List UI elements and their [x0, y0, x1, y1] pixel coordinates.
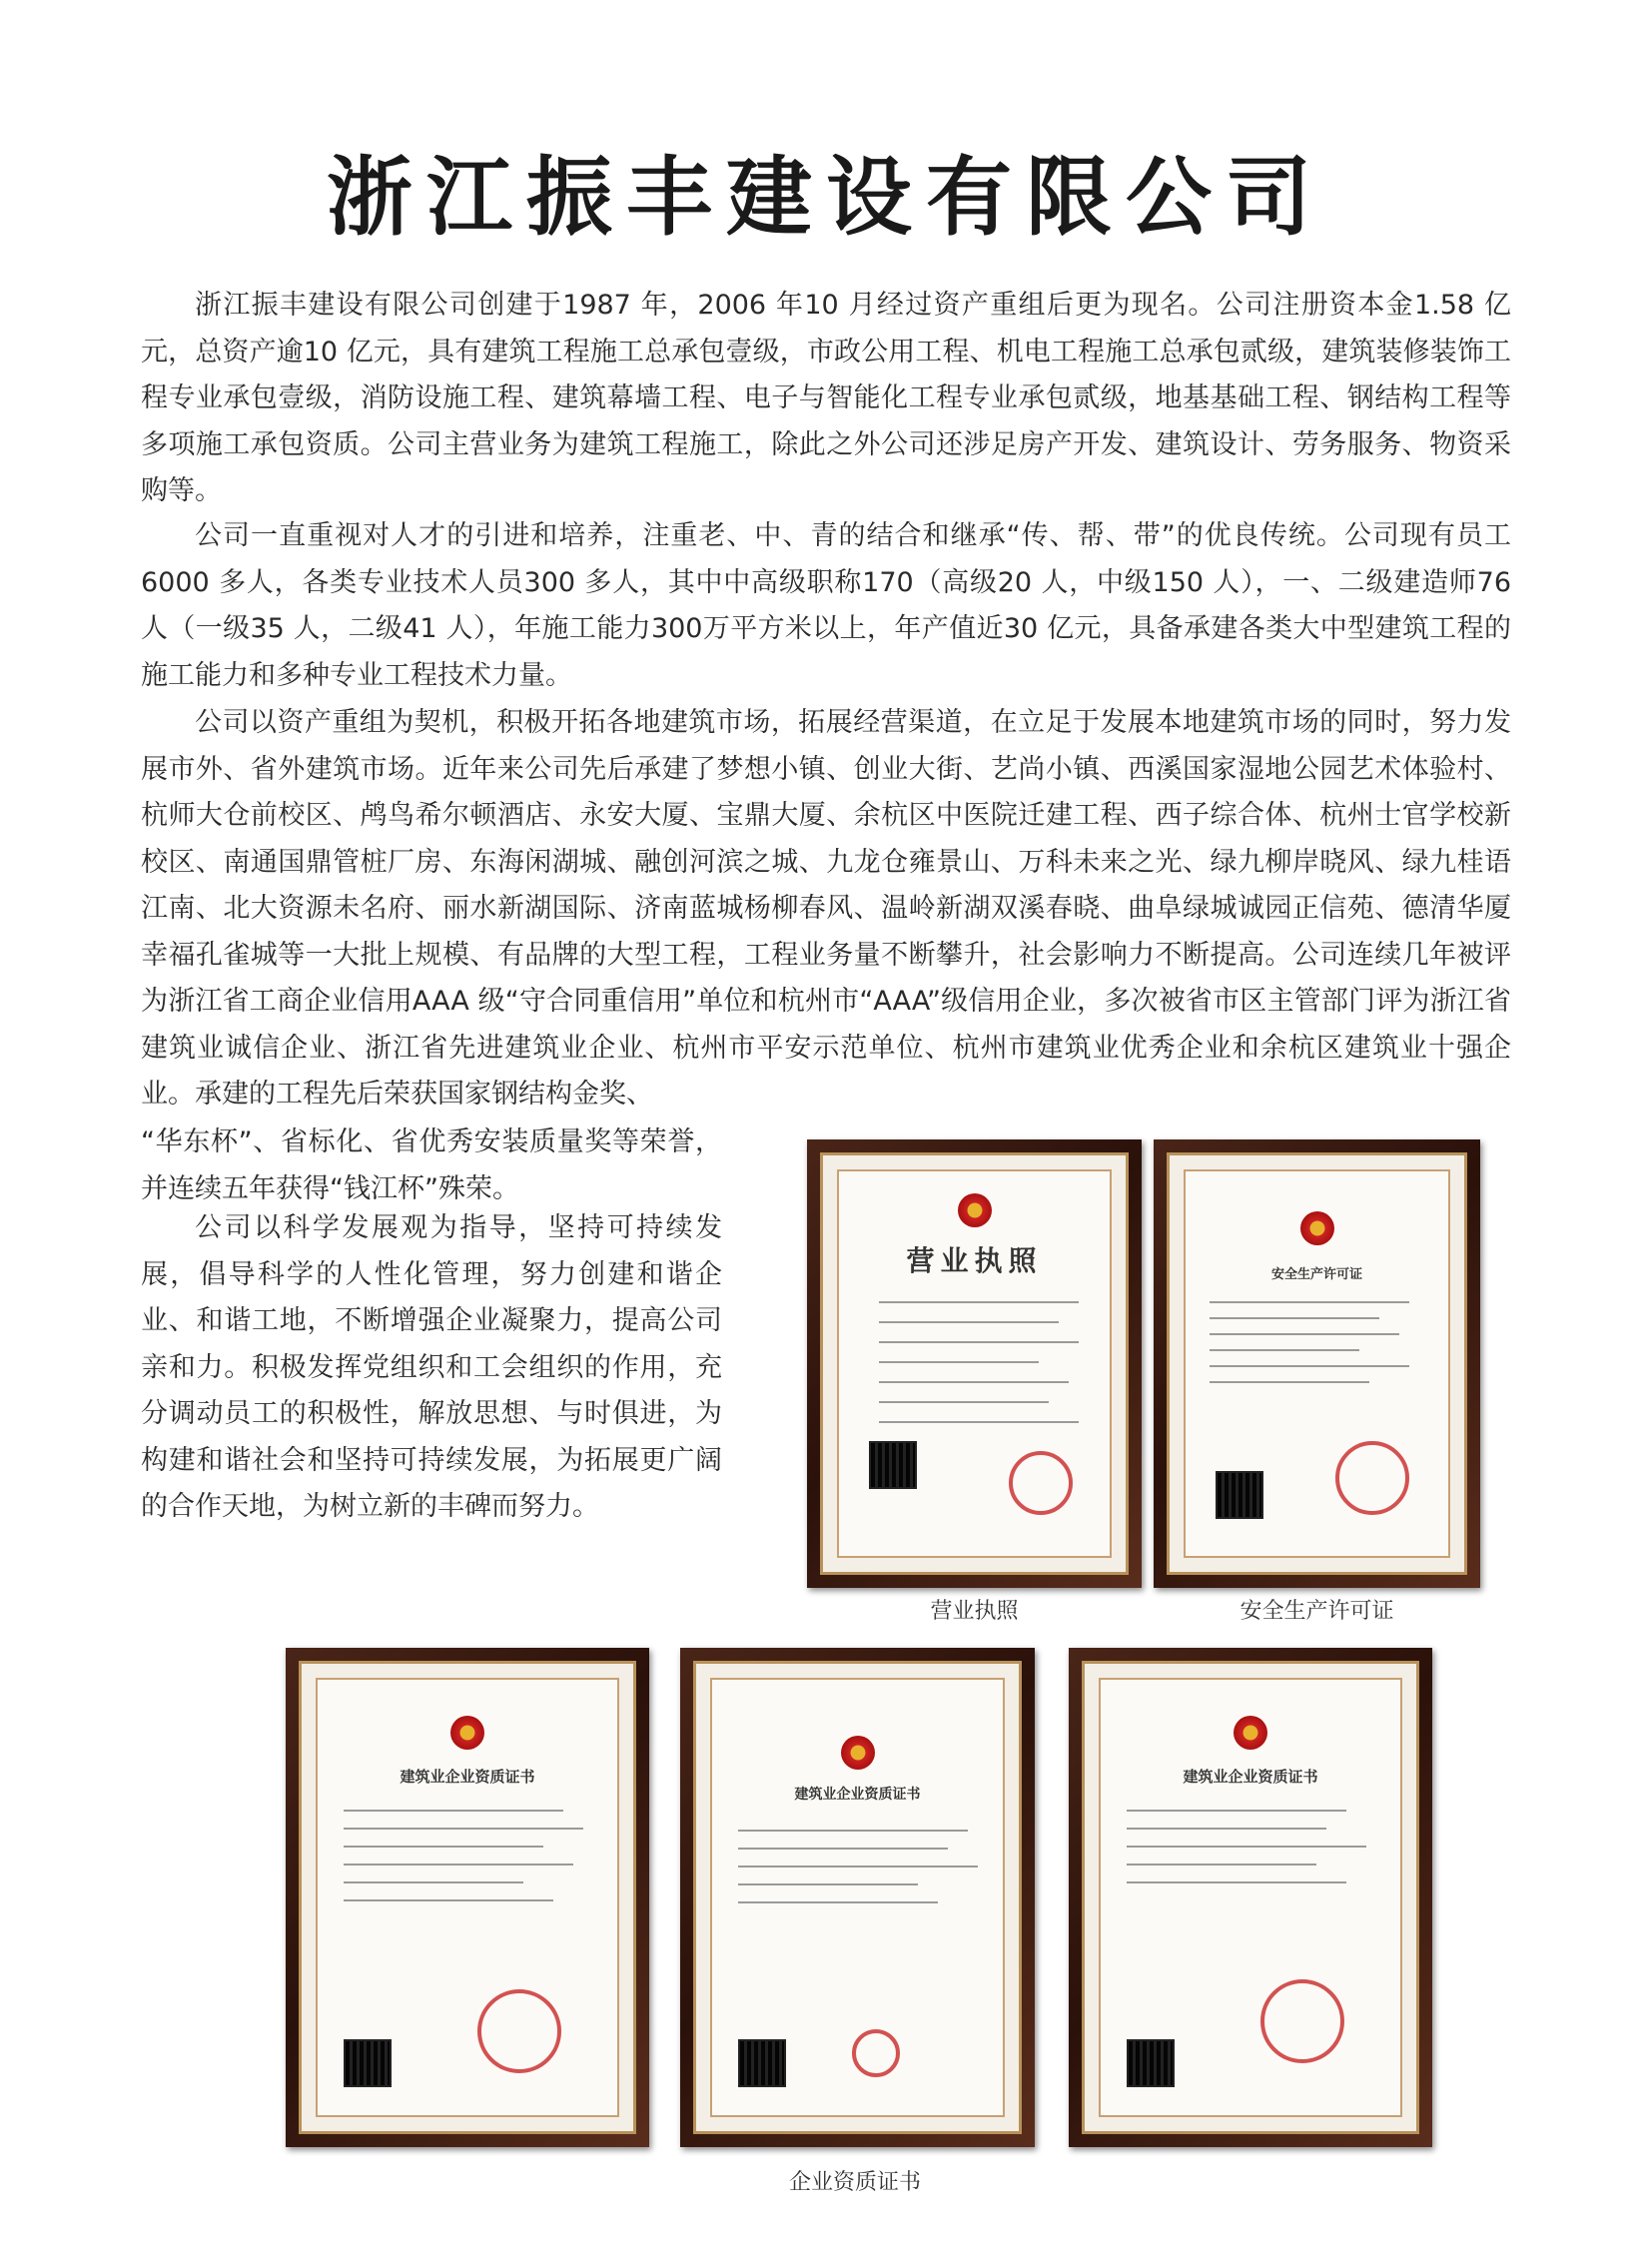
safety-license-caption: 安全生产许可证	[1239, 1599, 1394, 1624]
safety-license-image: 安全生产许可证	[1184, 1169, 1450, 1558]
qualification-certificate-caption: 企业资质证书	[788, 2170, 921, 2195]
national-emblem-icon	[1234, 1716, 1267, 1750]
qualification-certificate-frame-1	[286, 1648, 649, 2147]
qr-code-icon	[1127, 2039, 1175, 2087]
official-seal-icon	[1335, 1441, 1409, 1515]
business-license-frame	[807, 1139, 1142, 1588]
qr-code-icon	[738, 2039, 786, 2087]
talent-paragraph: 公司一直重视对人才的引进和培养，注重老、中、青的结合和继承“传、帮、带”的优良传统。公司现有员工6000 多人，各类专业技术人员300 多人，其中中高级职称170（高级20 人，中级150 人），一、二级建造师76 人（一级35 人，二级41 人），年施工能力300万平方米以上，年产值近30 亿元，具备承建各类大中型建筑工程的施工能力和多种专业工程技术力量。	[141, 520, 1511, 691]
qualification-certificate-frame-2	[680, 1648, 1035, 2147]
qualification-certificate-image-3: 建筑业企业资质证书	[1099, 1678, 1402, 2117]
national-emblem-icon	[958, 1193, 992, 1227]
business-license-caption: 营业执照	[930, 1599, 1019, 1624]
official-seal-icon	[852, 2029, 900, 2077]
qualification-certificate-frame-3	[1069, 1648, 1432, 2147]
safety-license-frame	[1154, 1139, 1480, 1588]
national-emblem-icon	[450, 1716, 484, 1750]
market-paragraph: 公司以资产重组为契机，积极开拓各地建筑市场，拓展经营渠道，在立足于发展本地建筑市场的同时，努力发展市外、省外建筑市场。近年来公司先后承建了梦想小镇、创业大街、艺尚小镇、西溪国家湿地公园艺术体验村、杭师大仓前校区、鸬鸟希尔顿酒店、永安大厦、宝鼎大厦、余杭区中医院迁建工程、西子综合体、杭州士官学校新校区、南通国鼎管桩厂房、东海闲湖城、融创河滨之城、九龙仓雍景山、万科未来之光、绿九柳岸晓风、绿九桂语江南、北大资源未名府、丽水新湖国际、济南蓝城杨柳春风、温岭新湖双溪春晓、曲阜绿城诚园正信苑、德清华厦幸福孔雀城等一大批上规模、有品牌的大型工程，工程业务量不断攀升，社会影响力不断提高。公司连续几年被评为浙江省工商企业信用AAA 级“守合同重信用”单位和杭州市“AAA”级信用企业，多次被省市区主管部门评为浙江省建筑业诚信企业、浙江省先进建筑业企业、杭州市平安示范单位、杭州市建筑业优秀企业和余杭区建筑业十强企业。承建的工程先后荣获国家钢结构金奖、	[141, 707, 1511, 1110]
page-title: 浙江振丰建设有限公司	[327, 148, 1325, 248]
qualification-certificate-image-2: 建筑业企业资质证书	[710, 1678, 1005, 2117]
intro-paragraph: 浙江振丰建设有限公司创建于1987 年，2006 年10 月经过资产重组后更为现名。公司注册资本金1.58 亿元，总资产逾10 亿元，具有建筑工程施工总承包壹级，市政公用工程、机电工程施工总承包贰级，建筑装修装饰工程专业承包壹级，消防设施工程、建筑幕墙工程、电子与智能化工程专业承包贰级，地基基础工程、钢结构工程等多项施工承包资质。公司主营业务为建筑工程施工，除此之外公司还涉足房产开发、建筑设计、劳务服务、物资采购等。	[141, 290, 1511, 506]
official-seal-icon	[477, 1989, 561, 2073]
national-emblem-icon	[1300, 1211, 1334, 1245]
business-license-image: 营业执照	[837, 1169, 1112, 1558]
qualification-certificate-image-1: 建筑业企业资质证书	[316, 1678, 619, 2117]
qr-code-icon	[1216, 1471, 1263, 1519]
official-seal-icon	[1260, 1979, 1344, 2063]
official-seal-icon	[1009, 1451, 1073, 1515]
national-emblem-icon	[841, 1736, 875, 1770]
qr-code-icon	[344, 2039, 392, 2087]
awards-paragraph: “华东杯”、省标化、省优秀安装质量奖等荣誉，并连续五年获得“钱江杯”殊荣。	[141, 1126, 722, 1204]
development-paragraph: 公司以科学发展观为指导，坚持可持续发展，倡导科学的人性化管理，努力创建和谐企业、和谐工地，不断增强企业凝聚力，提高公司亲和力。积极发挥党组织和工会组织的作用，充分调动员工的积极性，解放思想、与时俱进，为构建和谐社会和坚持可持续发展，为拓展更广阔的合作天地，为树立新的丰碑而努力。	[141, 1212, 722, 1522]
qr-code-icon	[869, 1441, 917, 1489]
